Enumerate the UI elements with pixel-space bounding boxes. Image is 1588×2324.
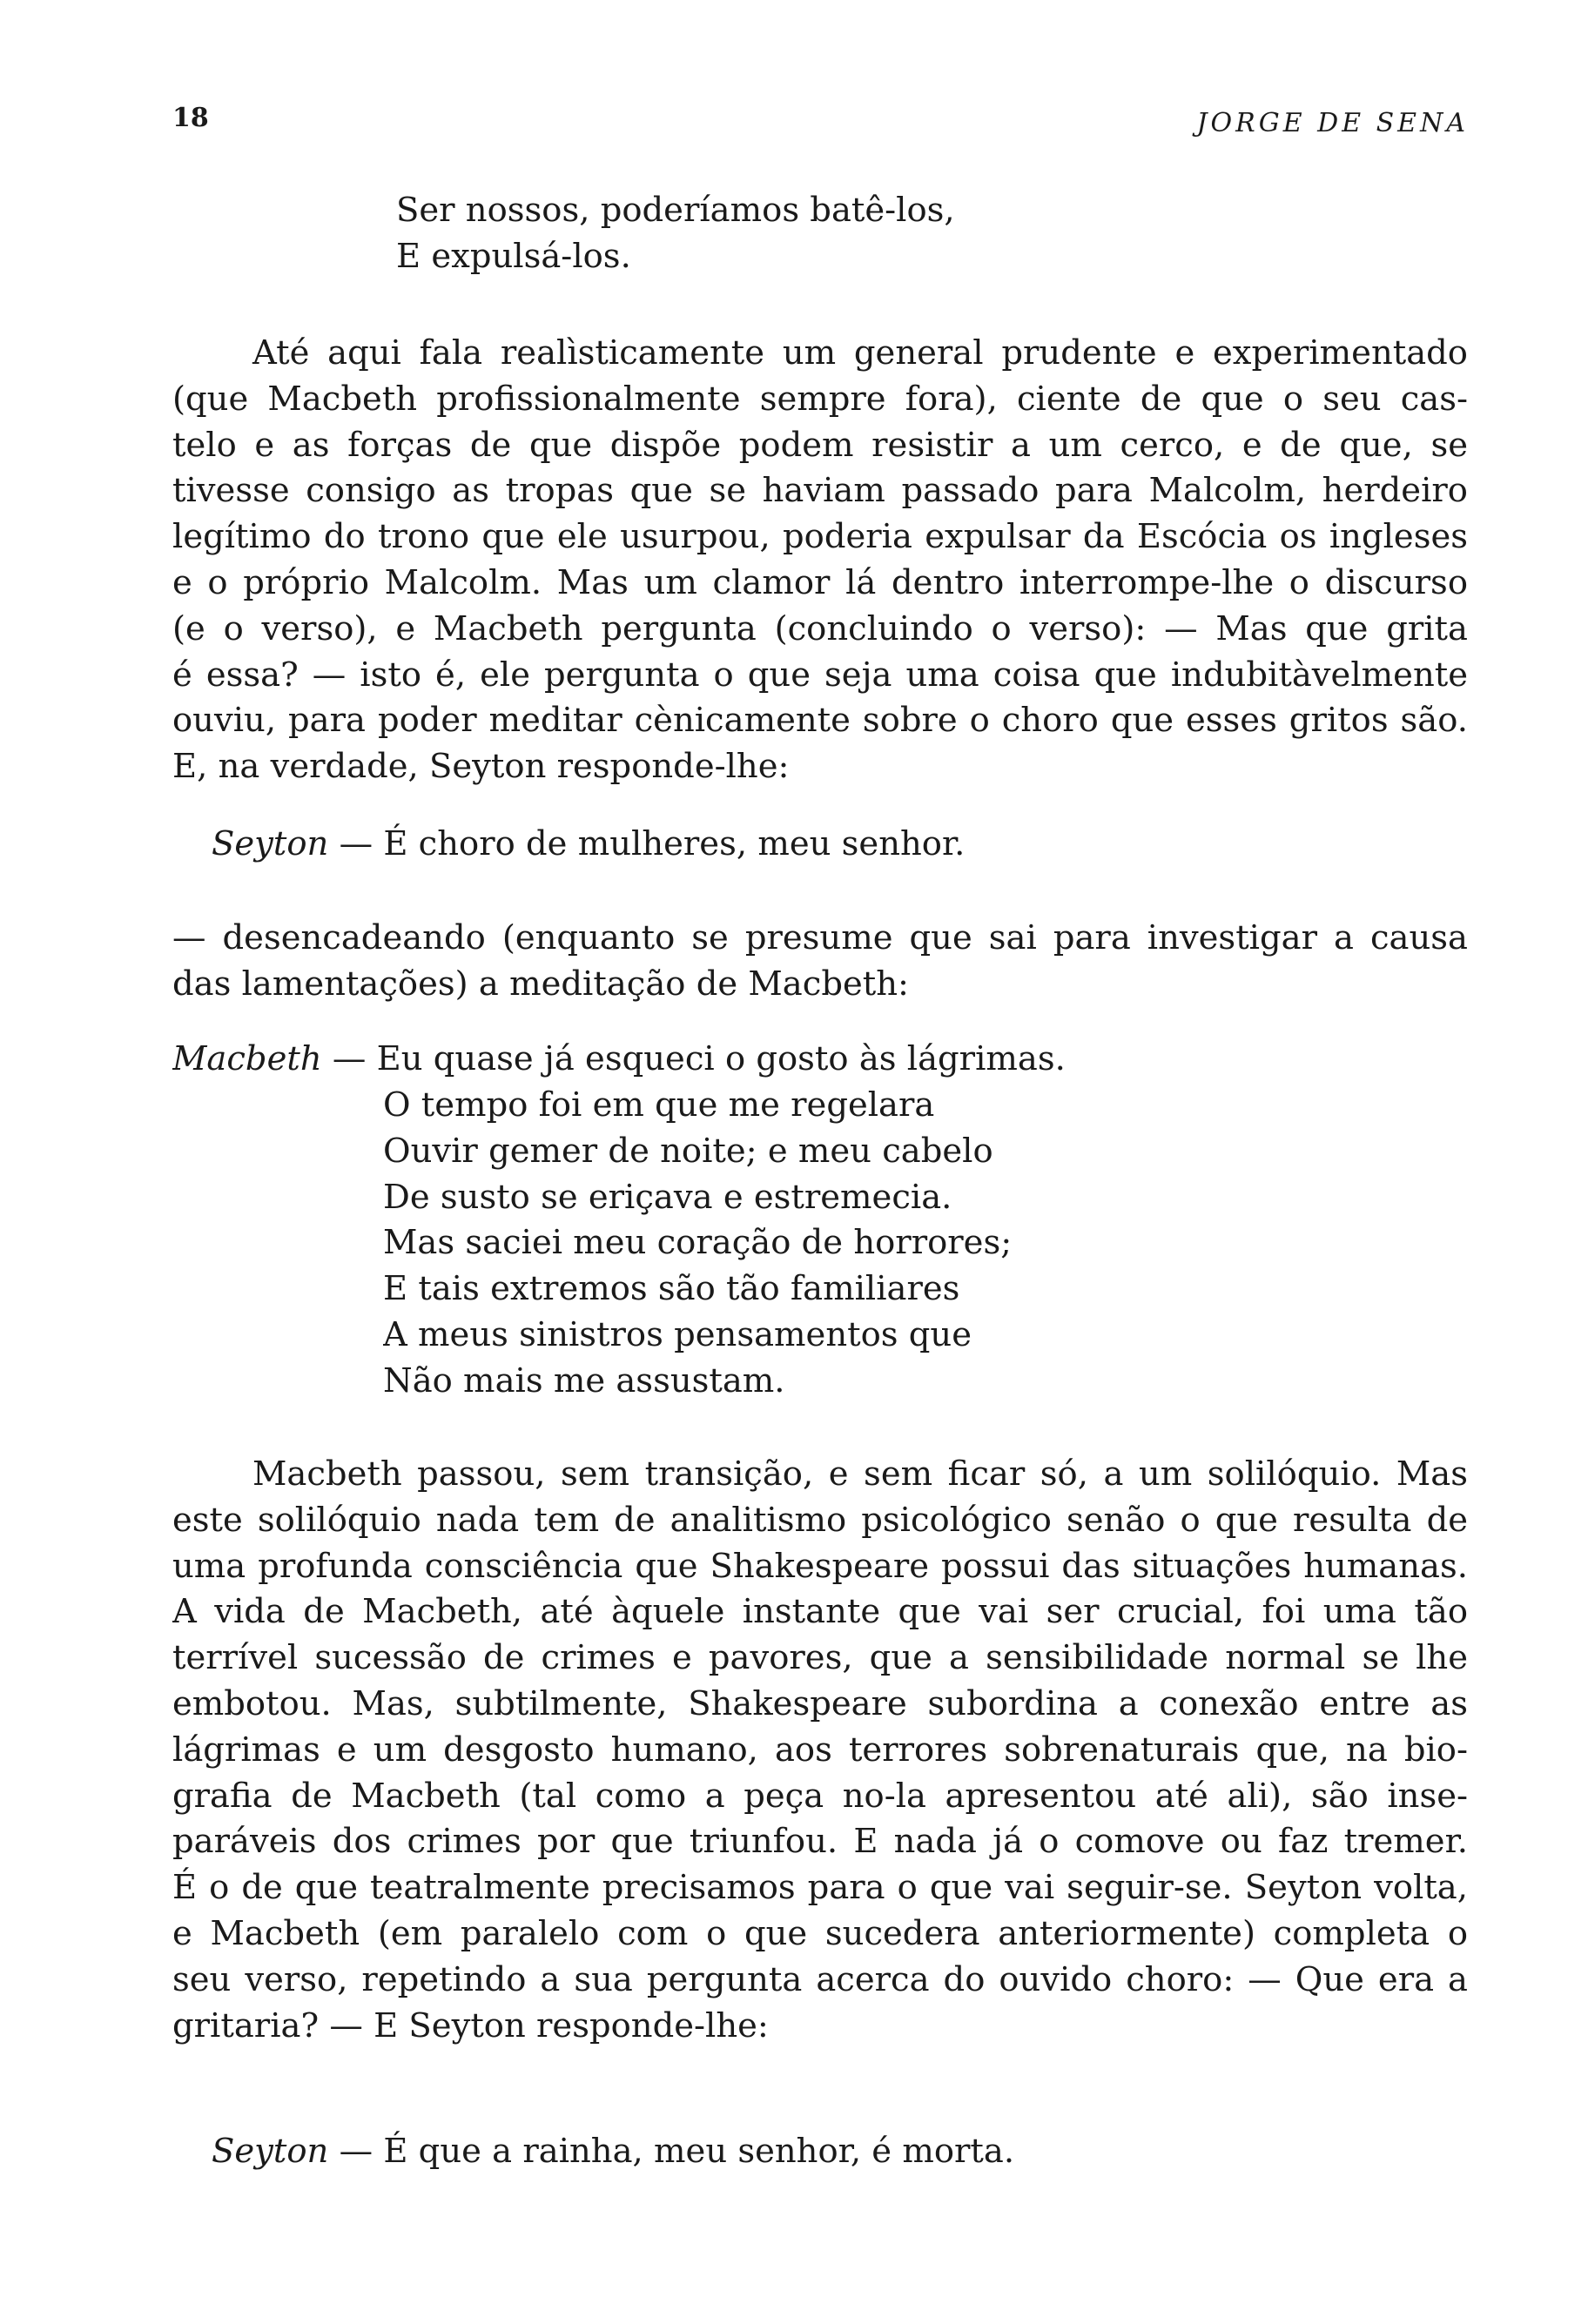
text-line: E, na verdade, Seyton responde-lhe: [172,747,790,787]
text-line: é essa? — isto é, ele pergunta o que seja uma coisa que indubitàvelmente [172,655,1468,695]
text-line: este solilóquio nada tem de analitismo psicológico senão o que resulta de [172,1500,1468,1540]
verse-fragment [396,188,955,280]
text-line: legítimo do trono que ele usurpou, poderia expulsar da Escócia os ingleses [172,517,1468,557]
text-line: ouviu, para poder meditar cènicamente sobre o choro que esses gritos são. [172,701,1468,741]
text-line: paráveis dos crimes por que triunfou. E nada já o comove ou faz tremer. [172,1822,1468,1862]
macbeth-verse [383,1083,1012,1405]
verse-line: Ser nossos, poderíamos batê-los, [396,191,955,230]
running-head: JORGE DE SENA [1196,108,1469,138]
text-line: A vida de Macbeth, até àquele instante que vai ser crucial, foi uma tão [172,1592,1468,1632]
verse-line: E expulsá-los. [396,236,631,276]
speech-text: — Eu quase já esqueci o gosto às lágrimas. [321,1039,1066,1078]
speech-text: — É choro de mulheres, meu senhor. [328,824,966,863]
text-line: e o próprio Malcolm. Mas um clamor lá dentro interrompe-lhe o discurso [172,562,1468,602]
paragraph-3 [172,1452,1468,2049]
speaker-name: Seyton [212,2132,329,2171]
verse-line: A meus sinistros pensamentos que [383,1314,972,1354]
text-line: seu verso, repetindo a sua pergunta acerca do ouvido choro: — Que era a [172,1959,1468,1999]
text-line: (e o verso), e Macbeth pergunta (concluindo o verso): — Mas que grita [172,608,1468,648]
verse-line: E tais extremos são tão familiares [383,1269,960,1309]
seyton-line-2 [212,2129,1014,2175]
text-line: tivesse consigo as tropas que se haviam passado para Malcolm, herdeiro [172,471,1468,511]
verse-line: Ouvir gemer de noite; e meu cabelo [383,1131,993,1171]
macbeth-speech [172,1037,1066,1083]
seyton-line-1 [212,822,965,868]
verse-line: De susto se eriçava e estremecia. [383,1177,952,1217]
text-line: embotou. Mas, subtilmente, Shakespeare subordina a conexão entre as [172,1683,1468,1723]
text-line: telo e as forças de que dispõe podem resistir a um cerco, e de que, se [172,425,1468,465]
speaker-name: Seyton [212,824,329,863]
text-line: terrível sucessão de crimes e pavores, que a sensibilidade normal se lhe [172,1638,1468,1678]
text-line: das lamentações) a meditação de Macbeth: [172,964,909,1004]
speech-text: — É que a rainha, meu senhor, é morta. [328,2132,1015,2171]
text-line: uma profunda consciência que Shakespeare possui das situações humanas. [172,1546,1468,1586]
page-number: 18 [172,103,209,133]
speaker-name: Macbeth [172,1039,322,1078]
text-line: Até aqui fala realìsticamente um general prudente e experimentado [252,333,1468,373]
verse-line: O tempo foi em que me regelara [383,1085,935,1125]
paragraph-1 [172,331,1468,790]
paragraph-2 [172,916,1468,1008]
text-line: — desencadeando (enquanto se presume que sai para investigar a causa [172,918,1468,957]
text-line: e Macbeth (em paralelo com o que sucedera anteriormente) completa o [172,1913,1468,1953]
text-line: lágrimas e um desgosto humano, aos terrores sobrenaturais que, na bio- [172,1730,1468,1770]
text-line: gritaria? — E Seyton responde-lhe: [172,2005,769,2045]
text-line: (que Macbeth profissionalmente sempre fora), ciente de que o seu cas- [172,379,1468,419]
text-line: Macbeth passou, sem transição, e sem ficar só, a um solilóquio. Mas [252,1454,1468,1494]
verse-line: Mas saciei meu coração de horrores; [383,1223,1013,1263]
verse-line: Não mais me assustam. [383,1360,785,1400]
text-line: É o de que teatralmente precisamos para o que vai seguir-se. Seyton volta, [172,1868,1468,1908]
text-line: grafia de Macbeth (tal como a peça no-la apresentou até ali), são inse- [172,1776,1468,1816]
